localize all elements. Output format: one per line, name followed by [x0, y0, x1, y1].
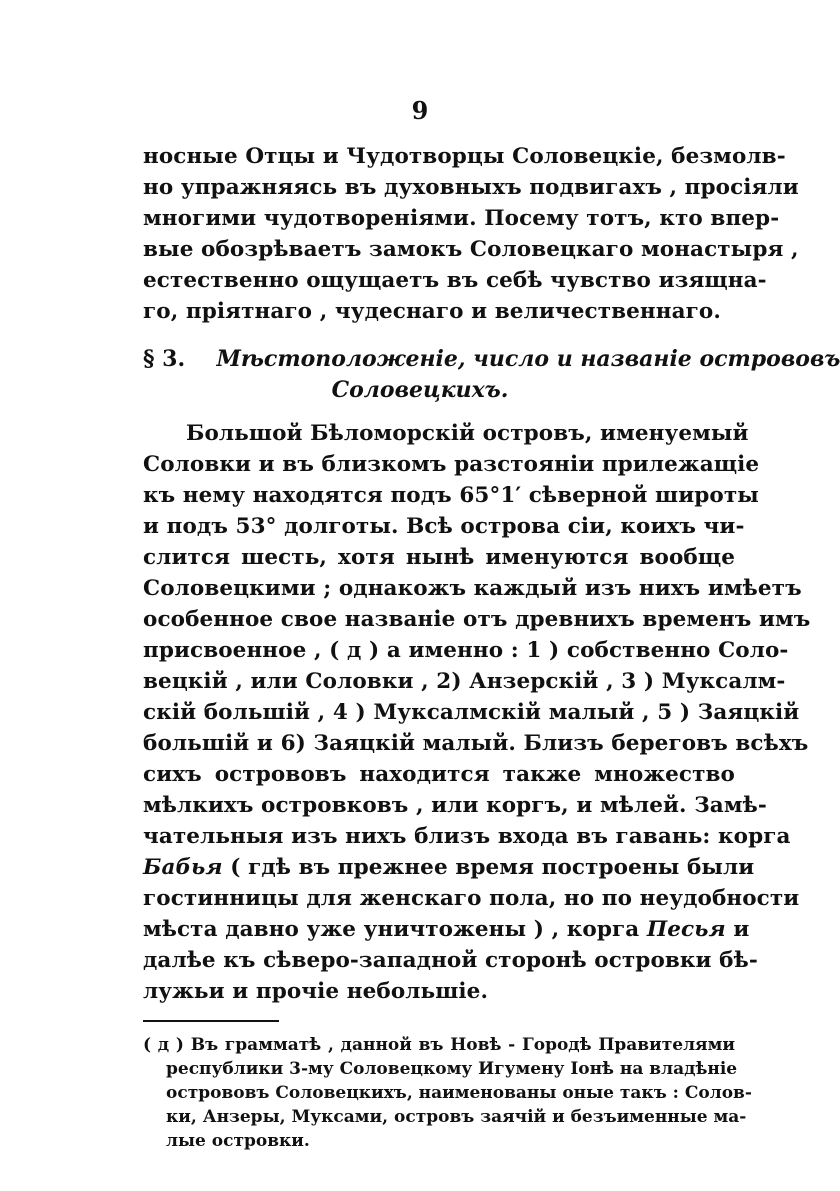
page-number: 9 [411, 96, 429, 125]
text-line: вые обозрѣваетъ замокъ Соловецкаго монастыря , [143, 237, 799, 262]
section-title-line2: Соловецкихъ. [331, 377, 509, 403]
text-line: къ нему находятся подъ 65°1′ сѣверной широты [143, 483, 759, 508]
text-line: го, пріятнаго , чудеснаго и величественнаго. [143, 299, 721, 324]
text-line: присвоенное , ( д ) а именно : 1 ) собственно Соло- [143, 638, 789, 663]
text-line: Большой Бѣломорскій островъ, именуемый [186, 421, 749, 446]
section-title: Мѣстоположеніе, число и названіе острововъ [216, 346, 840, 372]
footnote-line: острововъ Соловецкихъ, наименованы оные такъ : Солов- [166, 1083, 752, 1103]
text-line: чательныя изъ нихъ близъ входа въ гавань: корга [143, 824, 791, 849]
text-line: и подъ 53° долготы. Всѣ острова сіи, коихъ чи- [143, 514, 745, 539]
text-line: скій большій , 4 ) Муксалмскій малый , 5 ) Заяцкій [143, 700, 800, 725]
text-line: особенное свое названіе отъ древнихъ временъ имъ [143, 607, 811, 632]
footnote-line: ( д ) Въ грамматѣ , данной въ Новѣ - Городѣ Правителями [143, 1035, 735, 1055]
text-line: вецкій , или Соловки , 2) Анзерскій , 3 ) Муксалм- [143, 669, 786, 694]
text-line: сихъ острововъ находится также множество [143, 762, 735, 787]
footnote-line: республики 3-му Соловецкому Игумену Іонѣ на владѣніе [166, 1059, 738, 1079]
text-line: мѣлкихъ островковъ , или коргъ, и мѣлей. Замѣ- [143, 793, 767, 818]
text-span: ( гдѣ въ прежнее время построены были [222, 855, 755, 880]
place-name: Песья [646, 917, 726, 942]
footnote-rule [143, 1020, 279, 1022]
text-span: мѣста давно уже уничтожены ) , корга [143, 917, 647, 942]
text-line: многими чудотвореніями. Посему тотъ, кто впер- [143, 206, 780, 231]
text-line: Соловецкими ; однакожъ каждый изъ нихъ имѣетъ [143, 576, 802, 601]
text-span: и [725, 917, 750, 942]
text-line: слится шесть, хотя нынѣ именуются вообще [143, 545, 735, 570]
text-line: большій и 6) Заяцкій малый. Близъ береговъ всѣхъ [143, 731, 809, 756]
text-line: лужьи и прочіе небольшіе. [143, 979, 489, 1004]
text-line [143, 914, 750, 946]
footnote-line: лые островки. [166, 1131, 310, 1151]
text-line: но упражняясь въ духовныхъ подвигахъ , просіяли [143, 175, 799, 200]
footnote-line: ки, Анзеры, Муксами, островъ заячій и безъименные ма- [166, 1107, 747, 1127]
text-line: естественно ощущаетъ въ себѣ чувство изящна- [143, 268, 767, 293]
text-line: гостинницы для женскаго пола, но по неудобности [143, 886, 800, 911]
text-line: Соловки и въ близкомъ разстояніи прилежащіе [143, 452, 760, 477]
text-line [143, 852, 755, 884]
section-number: § 3. [143, 346, 186, 372]
text-line: далѣе къ сѣверо-западной сторонѣ островки бѣ- [143, 948, 758, 973]
place-name: Бабья [143, 855, 223, 880]
text-line: носные Отцы и Чудотворцы Соловецкіе, безмолв- [143, 144, 786, 169]
